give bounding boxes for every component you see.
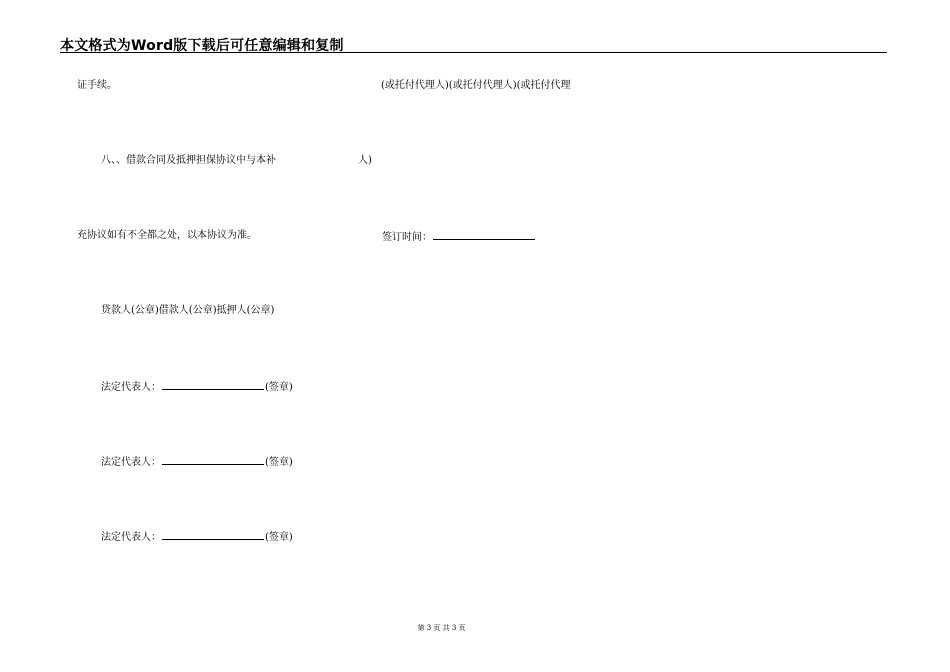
sign-time-label: 签订时间： xyxy=(382,232,432,243)
legal-rep-row xyxy=(101,380,293,394)
legal-rep-blank xyxy=(162,380,264,390)
sign-time-blank xyxy=(433,230,535,240)
legal-rep-row xyxy=(101,455,293,469)
page-number-footer: 第 3 页 共 3 页 xyxy=(417,624,466,632)
header-divider xyxy=(60,52,887,53)
text-line-2: 八、、借款合同及抵押担保协议中与本补 xyxy=(101,155,276,166)
legal-rep-label: 法定代表人： xyxy=(101,532,161,543)
legal-rep-blank xyxy=(162,455,264,465)
text-line-1: 证手续。 xyxy=(77,80,117,91)
document-header-title: 本文格式为Word版下载后可任意编辑和复制 xyxy=(60,38,344,54)
legal-rep-blank xyxy=(162,530,264,540)
legal-rep-label: 法定代表人： xyxy=(101,457,161,468)
seal-label: (签章) xyxy=(265,532,293,543)
legal-rep-row xyxy=(101,530,293,544)
text-right-line-2: 人) xyxy=(358,155,372,166)
seal-parties-line: 贷款人(公章)借款人(公章)抵押人(公章) xyxy=(101,305,275,316)
legal-rep-label: 法定代表人： xyxy=(101,382,161,393)
text-line-3: 充协议如有不全都之处，以本协议为准。 xyxy=(77,230,257,241)
sign-time-row xyxy=(382,230,536,244)
seal-label: (签章) xyxy=(265,382,293,393)
seal-label: (签章) xyxy=(265,457,293,468)
text-right-line-1: (或托付代理人)(或托付代理人)(或托付代理 xyxy=(381,80,571,91)
